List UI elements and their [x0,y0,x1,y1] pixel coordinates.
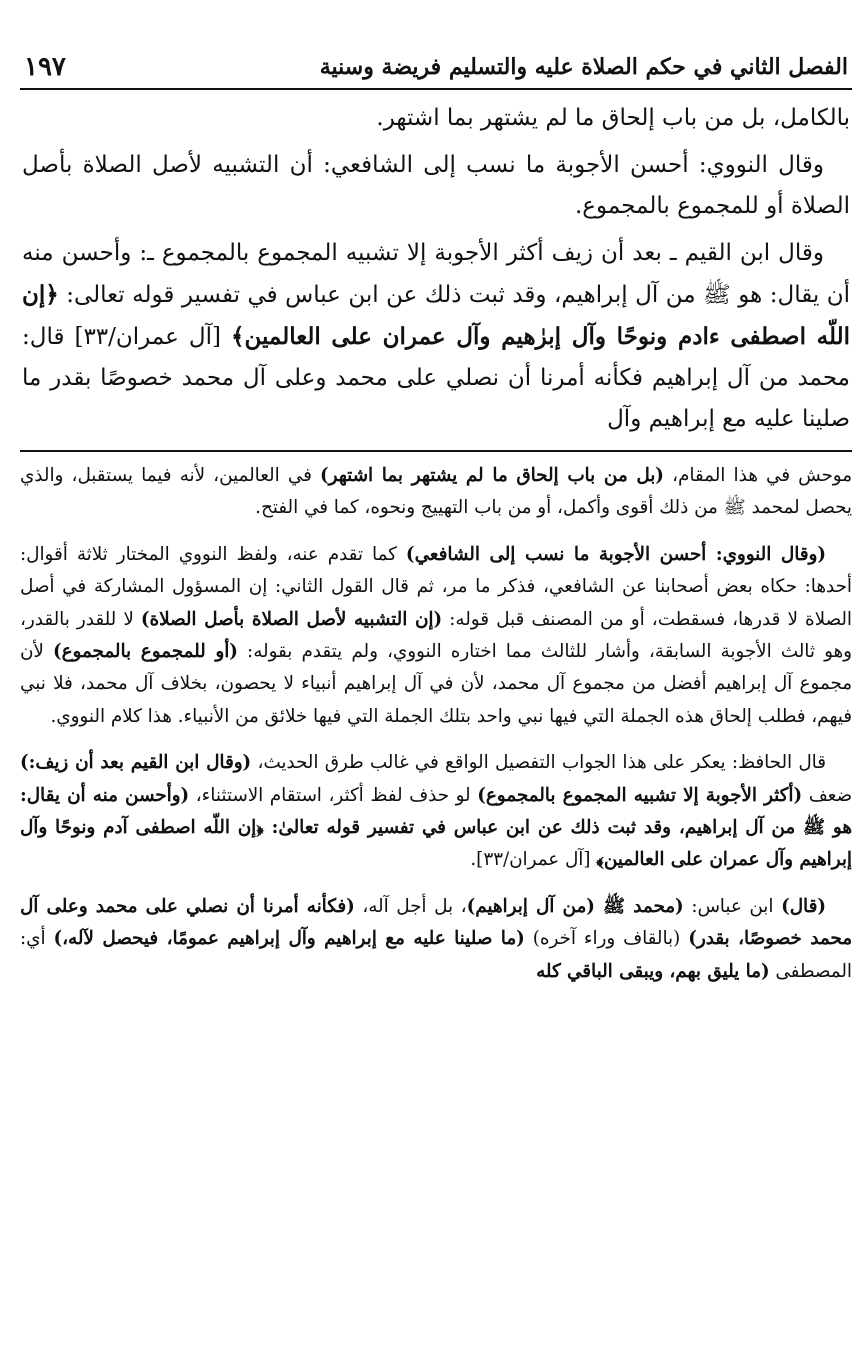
commentary-quote: (وقال النووي: أحسن الأجوبة ما نسب إلى الشافعي) [405,543,826,565]
commentary-quote: (إن التشبيه لأصل الصلاة بأصل الصلاة) [140,608,443,630]
commentary-quote: (قال) [781,895,826,917]
commentary-quote: (ما يليق بهم، ويبقى الباقي كله [536,960,770,982]
page-number: ١٩٧ [24,52,66,82]
commentary-paragraph-2 [20,539,852,733]
commentary-text: أي: المصطفى [20,928,852,982]
commentary-quote: (وقال ابن القيم بعد أن زيف:) [20,752,252,774]
commentary-text: لا للقدر بالقدر، وهو ثالث الأجوبة السابقة، وأشار للثالث مما اختاره النووي، ولم يتقدم بقوله: [20,608,852,663]
commentary-text: قال الحافظ: يعكر على هذا الجواب التفصيل الواقع في غالب طرق الحديث، [251,752,826,774]
commentary-text: (بالقاف وراء آخره) [524,928,689,950]
commentary-text: كما تقدم عنه، ولفظ النووي المختار ثلاثة أقوال: أحدها: حكاه بعض أصحابنا عن الشافعي، فذكر ما مر، ثم قال القول الثاني: إن المسؤول المشاركة في أصل الصلاة لا قدرها، فسقطت، أو من المصنف قبل قوله: [20,543,852,630]
commentary-quote: (ما صلينا عليه مع إبراهيم وآل إبراهيم عمومًا، فيحصل لآله،) [53,928,525,950]
commentary-text: ضعف [802,784,852,806]
running-header [20,52,852,90]
commentary-quote: (أو للمجموع بالمجموع) [52,641,238,663]
quran-verse: ﴿إن اللّه اصطفى ءادم ونوحًا وآل إبرٰهيم وآل عمران على العالمين﴾ [22,281,851,350]
commentary-text: ، بل أجل آله، [354,895,467,917]
commentary-paragraph-1 [20,460,852,525]
commentary [20,460,852,988]
main-paragraph-3 [22,233,850,440]
commentary-text: ابن عباس: [683,895,782,917]
main-paragraph-1: بالكامل، بل من باب إلحاق ما لم يشتهر بما اشتهر. [376,105,850,131]
footnote-divider [20,450,852,452]
chapter-title: الفصل الثاني في حكم الصلاة عليه والتسليم فريضة وسنية [319,54,848,80]
commentary-paragraph-3 [20,747,852,877]
commentary-text: [آل عمران/٣٣]. [470,849,597,871]
main-text [20,90,852,440]
commentary-quote: (أكثر الأجوبة إلا تشبيه المجموع بالمجموع) [477,784,803,806]
commentary-paragraph-4 [20,891,852,988]
commentary-text: لأن مجموع آل إبراهيم أفضل من مجموع آل محمد، لأن في آل إبراهيم أنبياء لا يحصون، بخلاف آل محمد، فلا نبي فيهم، فطلب إلحاق هذه الجملة التي فيها نبي واحد بتلك الجملة التي فيها خلائق من الأنبياء. هذا كلام النووي. [20,641,852,727]
commentary-quote: (بل من باب إلحاق ما لم يشتهر بما اشتهر) [320,465,664,486]
book-page [20,52,852,988]
commentary-quote: (وأحسن منه أن يقال: هو ﷺ من آل إبراهيم، وقد ثبت ذلك عن ابن عباس في تفسير قوله تعالىٰ: ﴿إن اللّه اصطفى آدم ونوحًا وآل إبراهيم وآل عمران على العالمين﴾ [20,784,852,871]
main-paragraph-3-intro: وقال ابن القيم ـ بعد أن زيف أكثر الأجوبة إلا تشبيه المجموع بالمجموع ـ: وأحسن منه أن يقال: هو ﷺ من آل إبراهيم، وقد ثبت ذلك عن ابن عباس في تفسير قوله تعالى: [22,240,850,308]
commentary-quote: (محمد ﷺ (من آل إبراهيم) [466,895,684,917]
main-paragraph-3-rest: [آل عمران/٣٣] قال: محمد من آل إبراهيم فكأنه أمرنا أن نصلي على محمد وعلى آل محمد خصوصًا بقدر ما صلينا عليه مع إبراهيم وآل [22,324,850,432]
commentary-text: لو حذف لفظ أكثر، استقام الاستثناء، [189,784,478,806]
commentary-quote: (فكأنه أمرنا أن نصلي على محمد وعلى آل محمد خصوصًا، بقدر) [20,895,852,950]
commentary-text: في العالمين، لأنه فيما يستقبل، والذي يحصل لمحمد ﷺ من ذلك أقوى وأكمل، أو من باب التهييج ونحوه، كما في الفتح. [20,465,852,519]
commentary-text: موحش في هذا المقام، [663,465,853,486]
main-paragraph-2: وقال النووي: أحسن الأجوبة ما نسب إلى الشافعي: أن التشبيه لأصل الصلاة بأصل الصلاة أو للمجموع بالمجموع. [22,152,850,219]
